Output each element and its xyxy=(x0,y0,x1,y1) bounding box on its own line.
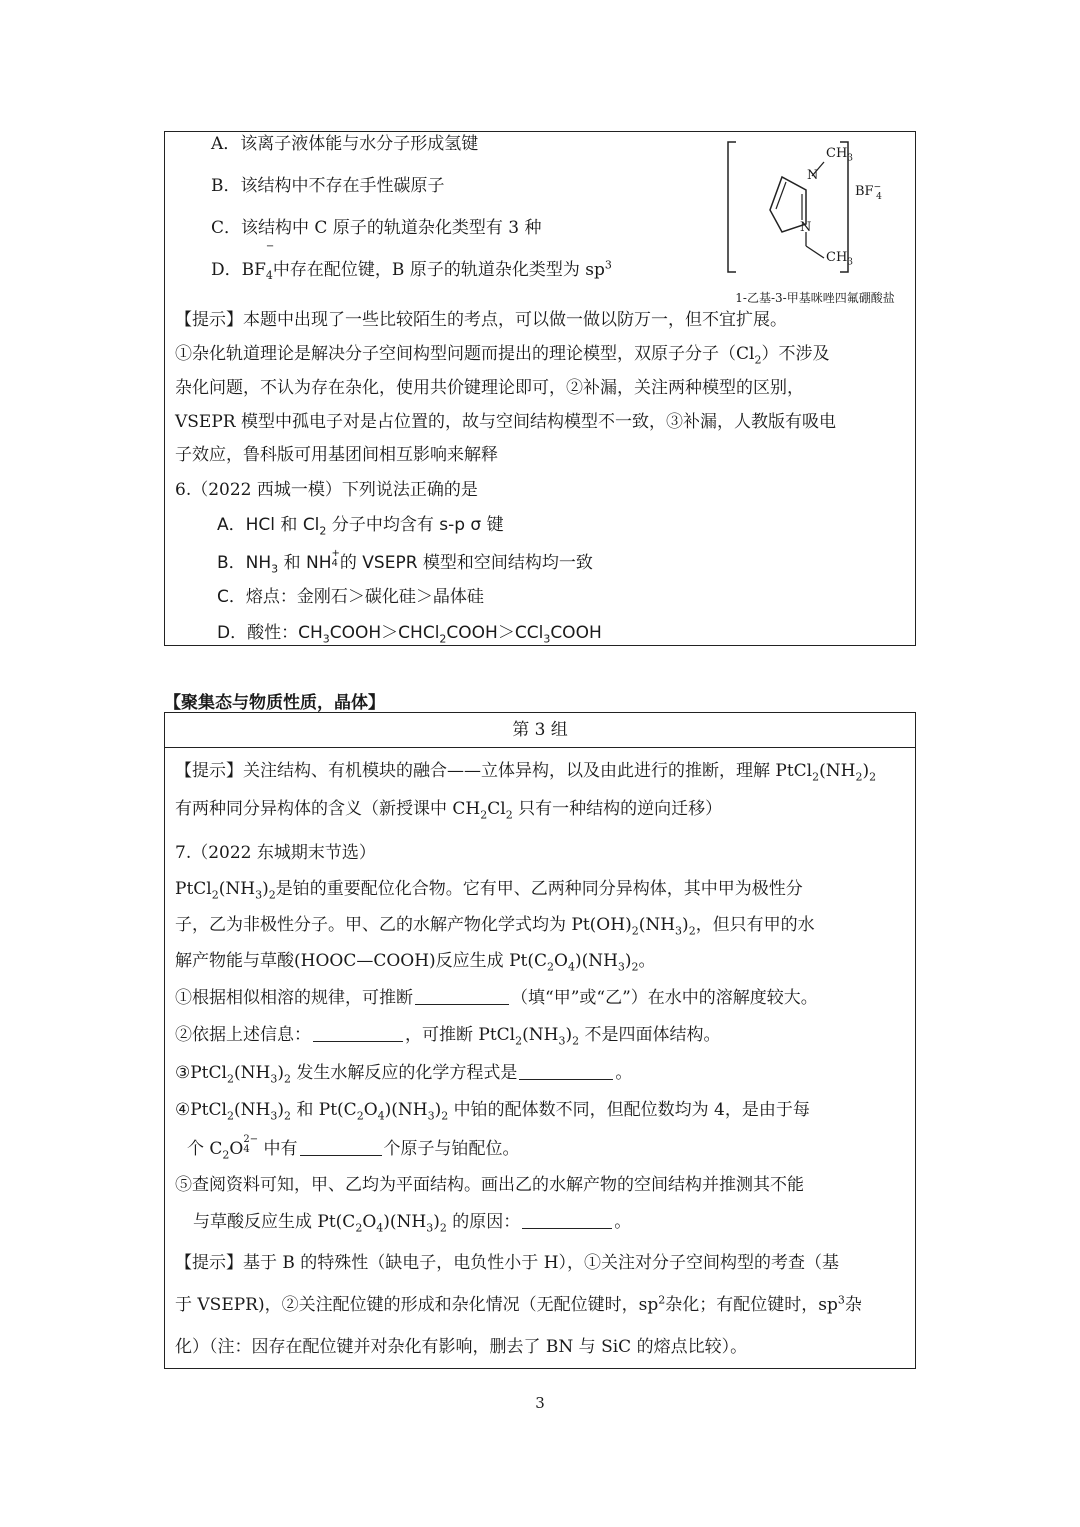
q7-para-3: 解产物能与草酸(HOOC—COOH)反应生成 $Pt(C_2O_4)(NH_3)_2$。 xyxy=(175,951,656,974)
hint-line-4: VSEPR 模型中孤电子对是占位置的，故与空间结构模型不一致，③补漏，人教版有吸电 xyxy=(175,412,836,432)
sub-question-5: ⑤查阅资料可知，甲、乙均为平面结构。画出乙的水解产物的空间结构并推测其不能 xyxy=(175,1175,804,1195)
q7-para-2: 子，乙为非极性分子。甲、乙的水解产物化学式均为 $Pt(OH)_2(NH_3)_2$，但只有甲的水 xyxy=(175,915,815,938)
figure-caption: 1-乙基-3-甲基咪唑四氟硼酸盐 xyxy=(735,291,895,305)
option-c: C．该结构中 C 原子的轨道杂化类型有 3 种 xyxy=(211,218,542,238)
page-number: 3 xyxy=(535,1394,545,1412)
sub-question-5-cont: 与草酸反应生成 $Pt(C_2O_4)(NH_3)_2$ 的原因： 。 xyxy=(193,1212,632,1235)
hint-line-2: ①杂化轨道理论是解决分子空间构型问题而提出的理论模型，双原子分子$(Cl_2)$不涉及 xyxy=(175,344,830,367)
answer-blank-4[interactable] xyxy=(300,1137,382,1156)
answer-blank-5[interactable] xyxy=(522,1210,612,1229)
answer-blank-1[interactable] xyxy=(415,986,509,1005)
question-7: 7.（2022 东城期末节选） xyxy=(175,843,376,863)
option-a: A．该离子液体能与水分子形成氢键 xyxy=(211,134,479,154)
imidazolium-structure xyxy=(720,132,910,282)
hint-3-line-2: 于 VSEPR)，②关注配位键的形成和杂化情况（无配位键时，$sp^2$杂化；有配位键时，$sp^3$杂 xyxy=(175,1293,862,1315)
hint-line-5: 子效应，鲁科版可用基团间相互影响来解释 xyxy=(175,445,498,465)
sub-question-2: ②依据上述信息： ，可推断 $PtCl_2(NH_3)_2$ 不是四面体结构。 xyxy=(175,1025,721,1048)
sub-question-3: $③PtCl_2(NH_3)_2$ 发生水解反应的化学方程式是 。 xyxy=(175,1063,633,1086)
q6-option-d: D．酸性：$CH_3COOH>CHCl_2COOH>CCl_3COOH$ xyxy=(217,623,602,646)
anion-label: $BF^-_4$ xyxy=(855,182,882,202)
sub-question-1: ①根据相似相溶的规律，可推断 （填“甲”或“乙”）在水中的溶解度较大。 xyxy=(175,988,818,1008)
hint-line-3: 杂化问题，不认为存在杂化，使用共价键理论即可，②补漏，关注两种模型的区别， xyxy=(175,378,804,398)
hint-1-line-2: 有两种同分异构体的含义（新授课中 $CH_2Cl_2$ 只有一种结构的逆向迁移） xyxy=(175,799,723,822)
q6-option-b: B．$NH_3$ 和 NH+ 4 的 VSEPR 模型和空间结构均一致 xyxy=(217,548,593,576)
sub-question-4: $④PtCl_2(NH_3)_2$ 和 $Pt(C_2O_4)(NH_3)_2$ 中铂的配体数不同，但配位数均为 4，是由于每 xyxy=(175,1100,810,1123)
sub-question-4-cont: 个 $C_2O2-$ 4 中有 个原子与铂配位。 xyxy=(187,1134,520,1162)
q6-option-a: A．HCl 和 $Cl_2$ 分子中均含有 s-p σ 键 xyxy=(217,515,504,538)
option-d: D．BF $_{- 4}$中存在配位键，B 原子的轨道杂化类型为 $sp^3$ xyxy=(211,241,612,283)
q7-para-1: $PtCl_2(NH_3)_2$是铂的重要配位化合物。它有甲、乙两种同分异构体，其中甲为极性分 xyxy=(175,879,803,902)
hint-1-line-1: 【提示】关注结构、有机模块的融合——立体异构，以及由此进行的推断，理解 $PtCl_2(NH_2)_2$ xyxy=(175,761,877,784)
question-box-1 xyxy=(164,131,916,646)
section-title: 【聚集态与物质性质，晶体】 xyxy=(164,693,385,713)
question-6: 6.（2022 西城一模）下列说法正确的是 xyxy=(175,480,478,500)
n-bottom-label: N xyxy=(800,220,812,235)
molecule-figure xyxy=(720,132,910,307)
answer-blank-3[interactable] xyxy=(519,1061,613,1080)
answer-blank-2[interactable] xyxy=(313,1023,403,1042)
group-header: 第 3 组 xyxy=(165,713,915,748)
n-top-label: N xyxy=(807,168,819,183)
ch3-top-label: $CH_3$ xyxy=(826,146,854,164)
question-box-2 xyxy=(164,712,916,1369)
hint-3-line-1: 【提示】基于 B 的特殊性（缺电子，电负性小于 H），①关注对分子空间构型的考查（基 xyxy=(175,1253,840,1273)
q6-option-c: C．熔点：金刚石＞碳化硅＞晶体硅 xyxy=(217,587,484,607)
ch3-bottom-label: $CH_3$ xyxy=(826,250,854,268)
hint-3-line-3: 化）（注：因存在配位键并对杂化有影响，删去了 BN 与 SiC 的熔点比较）。 xyxy=(175,1337,748,1357)
hint-line-1: 【提示】本题中出现了一些比较陌生的考点，可以做一做以防万一，但不宜扩展。 xyxy=(175,310,787,330)
option-b: B．该结构中不存在手性碳原子 xyxy=(211,176,445,196)
